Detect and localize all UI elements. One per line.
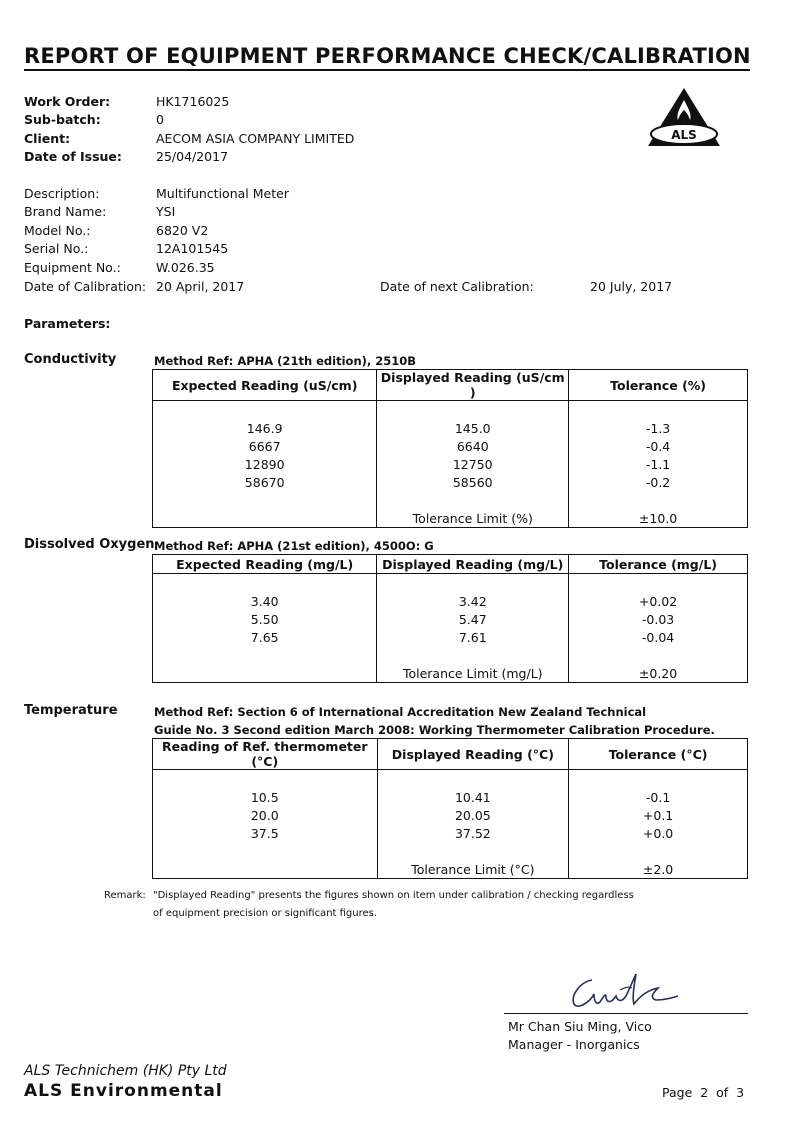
tolerance-cell: -0.03 — [569, 610, 748, 628]
conductivity-method: Method Ref: APHA (21th edition), 2510B — [154, 354, 417, 368]
reference-cell: 37.5 — [153, 824, 378, 842]
tolerance-limit-value: ±10.0 — [569, 509, 748, 528]
table-header-row — [153, 370, 748, 401]
tolerance-cell: -1.3 — [569, 419, 748, 437]
tolerance-cell: -0.2 — [569, 473, 748, 491]
displayed-cell: 10.41 — [377, 788, 569, 806]
tolerance-limit-row — [153, 509, 748, 528]
tolerance-cell: -1.1 — [569, 455, 748, 473]
displayed-cell: 5.47 — [377, 610, 569, 628]
expected-cell: 3.40 — [153, 592, 377, 610]
signatory-title: Manager - Inorganics — [508, 1037, 640, 1052]
work-order-value: HK1716025 — [156, 94, 230, 109]
displayed-cell: 7.61 — [377, 628, 569, 646]
client-label: Client: — [24, 131, 71, 146]
column-header: Displayed Reading (°C) — [377, 739, 569, 770]
page-number: Page 2 of 3 — [662, 1085, 745, 1100]
description-value: Multifunctional Meter — [156, 186, 289, 201]
column-header: Expected Reading (mg/L) — [153, 555, 377, 574]
temperature-table — [152, 738, 748, 879]
brand-label: Brand Name: — [24, 204, 107, 219]
displayed-cell: 6640 — [377, 437, 569, 455]
expected-cell: 146.9 — [153, 419, 377, 437]
company-name: ALS Technichem (HK) Pty Ltd — [24, 1063, 227, 1079]
expected-cell: 6667 — [153, 437, 377, 455]
column-header: Reading of Ref. thermometer (°C) — [153, 739, 378, 770]
dissolved-oxygen-table — [152, 554, 748, 683]
date-of-issue-value: 25/04/2017 — [156, 149, 229, 164]
report-title: REPORT OF EQUIPMENT PERFORMANCE CHECK/CALIBRATION — [24, 44, 750, 71]
conductivity-table — [152, 369, 748, 528]
tolerance-limit-row — [153, 664, 748, 683]
tolerance-limit-value: ±0.20 — [569, 664, 748, 683]
table-row — [153, 592, 748, 610]
table-row — [153, 455, 748, 473]
expected-cell: 58670 — [153, 473, 377, 491]
table-header-row — [153, 555, 748, 574]
table-row — [153, 628, 748, 646]
tolerance-limit-label: Tolerance Limit (°C) — [377, 860, 569, 879]
temperature-label: Temperature — [24, 703, 118, 718]
table-row — [153, 824, 748, 842]
temperature-method-line1: Method Ref: Section 6 of International Accreditation New Zealand Technical — [154, 705, 647, 719]
expected-cell: 5.50 — [153, 610, 377, 628]
serial-label: Serial No.: — [24, 241, 89, 256]
column-header: Tolerance (%) — [569, 370, 748, 401]
table-row — [153, 788, 748, 806]
next-cal-value: 20 July, 2017 — [590, 279, 673, 294]
description-label: Description: — [24, 186, 100, 201]
cal-date-label: Date of Calibration: — [24, 279, 147, 294]
displayed-cell: 145.0 — [377, 419, 569, 437]
model-label: Model No.: — [24, 223, 91, 238]
table-header-row — [153, 739, 748, 770]
displayed-cell: 12750 — [377, 455, 569, 473]
logo-text: ALS — [671, 128, 697, 142]
sub-batch-value: 0 — [156, 112, 164, 127]
tolerance-cell: -0.04 — [569, 628, 748, 646]
company-brand: ALS Environmental — [24, 1081, 223, 1101]
sub-batch-label: Sub-batch: — [24, 112, 101, 127]
equipment-no-label: Equipment No.: — [24, 260, 121, 275]
dissolved-oxygen-method: Method Ref: APHA (21st edition), 4500O: G — [154, 539, 434, 553]
table-row — [153, 473, 748, 491]
model-value: 6820 V2 — [156, 223, 209, 238]
signatory-name: Mr Chan Siu Ming, Vico — [508, 1019, 652, 1034]
tolerance-cell: -0.4 — [569, 437, 748, 455]
dissolved-oxygen-label: Dissolved Oxygen — [24, 537, 155, 552]
signature-line — [504, 1013, 748, 1014]
reference-cell: 20.0 — [153, 806, 378, 824]
next-cal-label: Date of next Calibration: — [380, 279, 534, 294]
column-header: Tolerance (°C) — [569, 739, 748, 770]
column-header: Displayed Reading (mg/L) — [377, 555, 569, 574]
tolerance-cell: +0.02 — [569, 592, 748, 610]
column-header: Displayed Reading (uS/cm ) — [377, 370, 569, 401]
conductivity-label: Conductivity — [24, 352, 117, 367]
expected-cell: 12890 — [153, 455, 377, 473]
column-header: Expected Reading (uS/cm) — [153, 370, 377, 401]
table-row — [153, 437, 748, 455]
displayed-cell: 3.42 — [377, 592, 569, 610]
tolerance-limit-label: Tolerance Limit (mg/L) — [377, 664, 569, 683]
remark-line2: of equipment precision or significant figures. — [153, 908, 378, 919]
signature-image — [560, 968, 690, 1016]
tolerance-limit-label: Tolerance Limit (%) — [377, 509, 569, 528]
temperature-method-line2: Guide No. 3 Second edition March 2008: Working Thermometer Calibration Procedure. — [154, 723, 715, 737]
remark-line1: "Displayed Reading" presents the figures shown on item under calibration / checking regardless — [153, 890, 634, 901]
als-logo-icon — [644, 84, 724, 150]
tolerance-cell: +0.1 — [569, 806, 748, 824]
tolerance-limit-value: ±2.0 — [569, 860, 748, 879]
work-order-label: Work Order: — [24, 94, 111, 109]
equipment-no-value: W.026.35 — [156, 260, 215, 275]
tolerance-limit-row — [153, 860, 748, 879]
table-row — [153, 419, 748, 437]
displayed-cell: 37.52 — [377, 824, 569, 842]
expected-cell: 7.65 — [153, 628, 377, 646]
client-value: AECOM ASIA COMPANY LIMITED — [156, 131, 355, 146]
serial-value: 12A101545 — [156, 241, 229, 256]
date-of-issue-label: Date of Issue: — [24, 149, 122, 164]
parameters-label: Parameters: — [24, 316, 111, 331]
brand-value: YSI — [156, 204, 176, 219]
table-row — [153, 806, 748, 824]
displayed-cell: 58560 — [377, 473, 569, 491]
column-header: Tolerance (mg/L) — [569, 555, 748, 574]
cal-date-value: 20 April, 2017 — [156, 279, 245, 294]
tolerance-cell: +0.0 — [569, 824, 748, 842]
remark-label: Remark: — [104, 890, 146, 901]
displayed-cell: 20.05 — [377, 806, 569, 824]
reference-cell: 10.5 — [153, 788, 378, 806]
tolerance-cell: -0.1 — [569, 788, 748, 806]
table-row — [153, 610, 748, 628]
